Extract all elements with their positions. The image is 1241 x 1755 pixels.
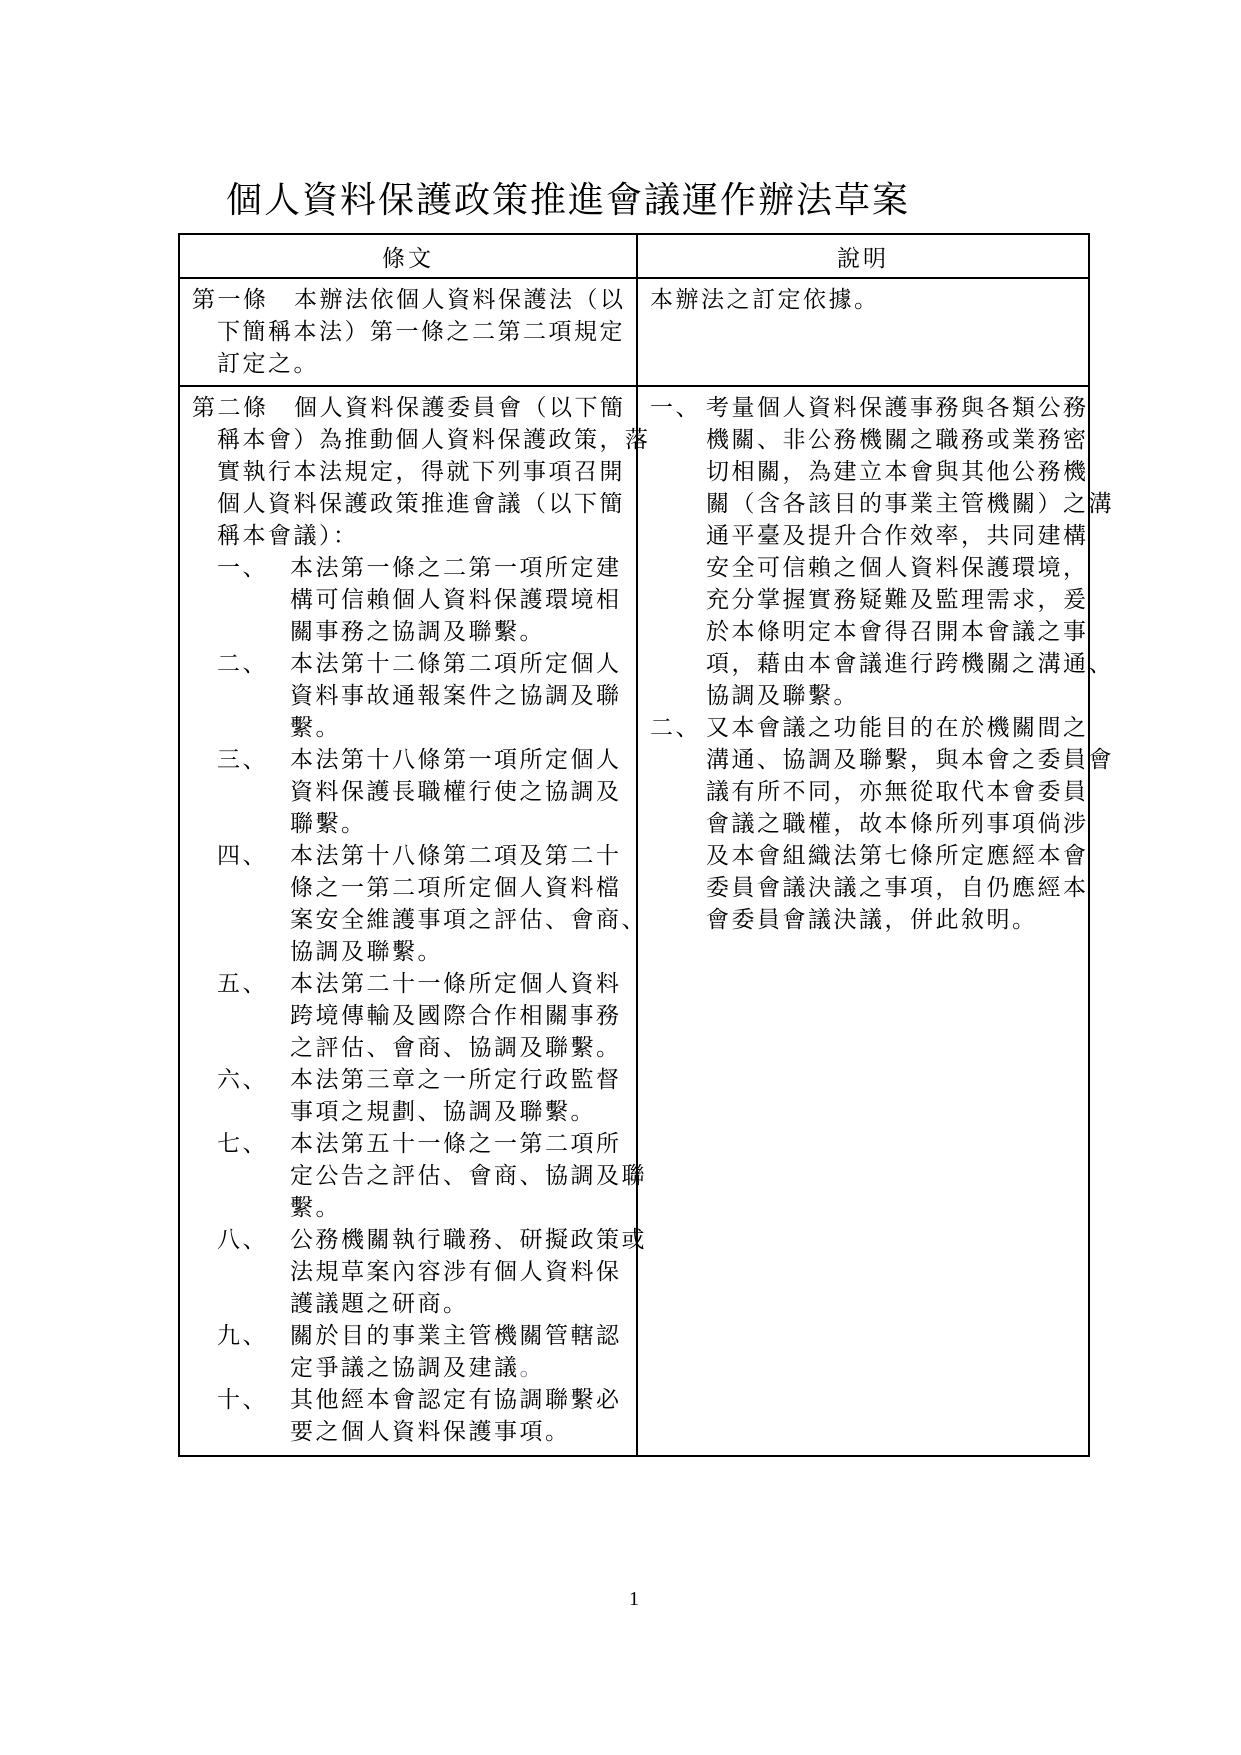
text-line: 議有所不同，亦無從取代本會委員 bbox=[706, 779, 1089, 804]
list-item bbox=[650, 712, 1114, 936]
list-item-text: 關於目的事業主管機關管轄認 bbox=[290, 1323, 622, 1348]
text-line: 機關、非公務機關之職務或業務密 bbox=[706, 427, 1089, 452]
list-item-marker: 九、 bbox=[217, 1323, 268, 1348]
text-line: 跨境傳輸及國際合作相關事務 bbox=[290, 1003, 622, 1028]
list-item bbox=[192, 1128, 647, 1224]
list-item-text: 本法第十二條第二項所定個人 bbox=[290, 651, 622, 676]
text-line: 稱本會議）： bbox=[217, 523, 359, 548]
list-item-marker: 八、 bbox=[217, 1227, 268, 1252]
text-line: 安全可信賴之個人資料保護環境， bbox=[706, 555, 1089, 580]
text-line: 定公告之評估、會商、協調及聯 bbox=[290, 1163, 647, 1188]
list-item-text: 考量個人資料保護事務與各類公務 bbox=[706, 395, 1089, 420]
list-item-marker: 六、 bbox=[217, 1067, 268, 1092]
text-line: 資料事故通報案件之協調及聯 bbox=[290, 683, 622, 708]
column-header-explanation: 說明 bbox=[837, 245, 889, 271]
text-line: 切相關，為建立本會與其他公務機 bbox=[706, 459, 1089, 484]
text-line: 充分掌握實務疑難及監理需求，爰 bbox=[706, 587, 1089, 612]
list-item-marker: 四、 bbox=[217, 843, 268, 868]
list-item bbox=[192, 968, 628, 1064]
text-line bbox=[192, 1224, 647, 1256]
list-item-marker: 一、 bbox=[217, 555, 268, 580]
text-line: 繫。 bbox=[290, 1195, 341, 1220]
text-line: 稱本會）為推動個人資料保護政策，落 bbox=[217, 427, 651, 452]
text-line bbox=[192, 1128, 628, 1160]
provision-cell-article-1 bbox=[180, 279, 638, 385]
text-line: 訂定之。 bbox=[217, 351, 319, 376]
list-item-marker: 三、 bbox=[217, 747, 268, 772]
text-line: 案安全維護事項之評估、會商、 bbox=[290, 907, 647, 932]
text-line bbox=[192, 1384, 628, 1416]
text-line: 條之一第二項所定個人資料檔 bbox=[290, 875, 622, 900]
revision-period-mark: 。 bbox=[519, 1355, 545, 1380]
list-item bbox=[192, 1384, 628, 1448]
list-item bbox=[192, 648, 628, 744]
explanation-cell-article-1 bbox=[638, 279, 1088, 385]
list-item-marker: 十、 bbox=[217, 1387, 268, 1412]
list-item-text: 本法第十八條第一項所定個人 bbox=[290, 747, 622, 772]
text-line: 資料保護長職權行使之協調及 bbox=[290, 779, 622, 804]
text-line: 於本條明定本會得召開本會議之事 bbox=[706, 619, 1089, 644]
text-line: 項，藉由本會議進行跨機關之溝通、 bbox=[706, 651, 1114, 676]
text-line bbox=[192, 552, 628, 584]
text-line bbox=[192, 648, 628, 680]
text-line: 繫。 bbox=[290, 715, 341, 740]
text-line: 定爭議之協調及建議。 bbox=[290, 1355, 545, 1380]
text-line: 關事務之協調及聯繫。 bbox=[290, 619, 545, 644]
list-item bbox=[192, 552, 628, 648]
text-line bbox=[650, 712, 1114, 744]
list-item-marker: 五、 bbox=[217, 971, 268, 996]
text-line: 聯繫。 bbox=[290, 811, 367, 836]
table-header-row bbox=[180, 235, 1088, 277]
list-item-text: 本法第三章之一所定行政監督 bbox=[290, 1067, 622, 1092]
text-line: 關（含各該目的事業主管機關）之溝 bbox=[706, 491, 1114, 516]
text-line: 本辦法之訂定依據。 bbox=[650, 287, 880, 312]
text-line: 個人資料保護政策推進會議（以下簡 bbox=[217, 491, 625, 516]
provision-paragraph bbox=[192, 284, 628, 380]
text-line: 委員會議決議之事項，自仍應經本 bbox=[706, 875, 1089, 900]
list-item-marker: 七、 bbox=[217, 1131, 268, 1156]
text-line bbox=[650, 392, 1114, 424]
list-item-text: 本法第二十一條所定個人資料 bbox=[290, 971, 622, 996]
text-line: 協調及聯繫。 bbox=[290, 939, 443, 964]
document-title: 個人資料保護政策推進會議運作辦法草案 bbox=[226, 180, 911, 220]
column-header-provision: 條文 bbox=[180, 235, 638, 277]
list-item-text: 其他經本會認定有協調聯繫必 bbox=[290, 1387, 622, 1412]
page-number: 1 bbox=[629, 1588, 639, 1610]
list-item-text: 公務機關執行職務、研擬政策或 bbox=[290, 1227, 647, 1252]
list-item bbox=[650, 392, 1114, 712]
list-item-marker: 二、 bbox=[217, 651, 268, 676]
text-line: 下簡稱本法）第一條之二第二項規定 bbox=[217, 319, 625, 344]
list-item bbox=[192, 744, 628, 840]
text-line bbox=[192, 968, 628, 1000]
text-line: 會議之職權，故本條所列事項倘涉 bbox=[706, 811, 1089, 836]
text-line bbox=[192, 840, 628, 872]
text-line bbox=[192, 1064, 628, 1096]
list-item bbox=[192, 1320, 628, 1384]
list-item-text: 本法第五十一條之一第二項所 bbox=[290, 1131, 622, 1156]
provision-item-list bbox=[192, 552, 647, 1448]
text-line: 構可信賴個人資料保護環境相 bbox=[290, 587, 622, 612]
list-item bbox=[192, 840, 647, 968]
list-item bbox=[192, 1064, 628, 1128]
list-item bbox=[192, 1224, 647, 1320]
explanation-cell-article-2 bbox=[638, 387, 1122, 1455]
text-line: 之評估、會商、協調及聯繫。 bbox=[290, 1035, 622, 1060]
table-row-article-2 bbox=[180, 385, 1114, 1455]
text-line: 護議題之研商。 bbox=[290, 1291, 469, 1316]
text-line: 通平臺及提升合作效率，共同建構 bbox=[706, 523, 1089, 548]
provision-paragraph bbox=[192, 392, 651, 552]
text-line: 及本會組織法第七條所定應經本會 bbox=[706, 843, 1089, 868]
explanation-item-list bbox=[650, 392, 1114, 936]
text-line: 事項之規劃、協調及聯繫。 bbox=[290, 1099, 596, 1124]
text-line: 實執行本法規定，得就下列事項召開 bbox=[217, 459, 625, 484]
text-line: 會委員會議決議，併此敘明。 bbox=[706, 907, 1038, 932]
text-line: 第二條 個人資料保護委員會（以下簡 bbox=[192, 395, 626, 420]
text-line: 法規草案內容涉有個人資料保 bbox=[290, 1259, 622, 1284]
text-line: 第一條 本辦法依個人資料保護法（以 bbox=[192, 287, 626, 312]
text-line: 協調及聯繫。 bbox=[706, 683, 859, 708]
text-line bbox=[192, 744, 628, 776]
list-item-text: 本法第十八條第二項及第二十 bbox=[290, 843, 622, 868]
list-item-marker: 二、 bbox=[650, 715, 701, 740]
provisions-table bbox=[178, 233, 1114, 1457]
text-line: 溝通、協調及聯繫，與本會之委員會 bbox=[706, 747, 1114, 772]
provision-cell-article-2 bbox=[180, 387, 651, 1455]
table-row-article-1 bbox=[180, 277, 1088, 385]
list-item-marker: 一、 bbox=[650, 395, 701, 420]
explanation-paragraph bbox=[650, 284, 1080, 316]
text-line: 要之個人資料保護事項。 bbox=[290, 1419, 571, 1444]
text-line bbox=[192, 1320, 628, 1352]
list-item-text: 本法第一條之二第一項所定建 bbox=[290, 555, 622, 580]
list-item-text: 又本會議之功能目的在於機關間之 bbox=[706, 715, 1089, 740]
